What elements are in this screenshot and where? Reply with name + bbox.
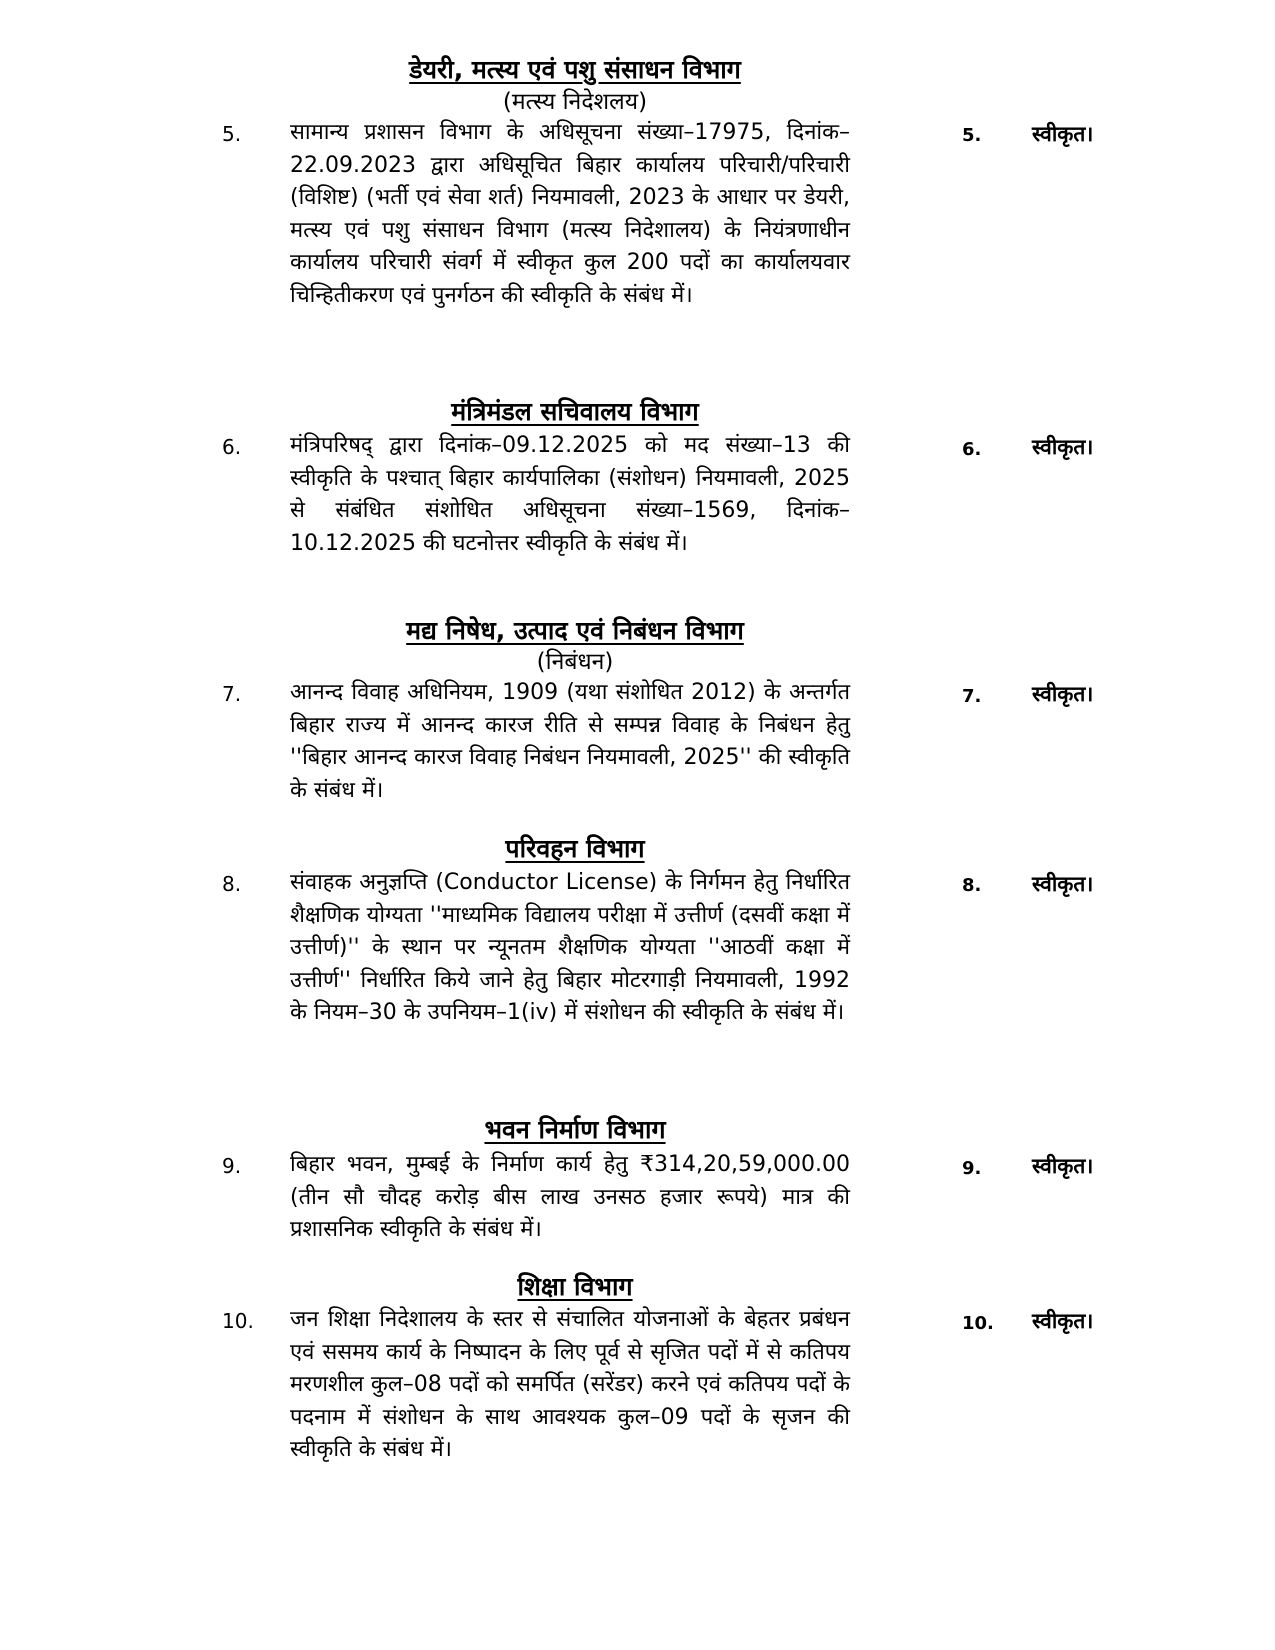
status-approved: स्वीकृत। [1032,122,1094,146]
item-text: आनन्द विवाह अधिनियम, 1909 (यथा संशोधित 2012) के अन्तर्गत बिहार राज्य में आनन्द कारज रीति से सम्पन्न विवाह के निबंधन हेतु ''बिहार आनन्द कारज विवाह निबंधन नियमावली, 2025'' की स्वीकृति के संबंध में। [290,680,850,803]
item-number: 7. [222,682,242,706]
status-approved: स्वीकृत। [1032,1154,1094,1178]
result-number: 10. [962,1313,994,1334]
item-number: 6. [222,435,242,459]
item-text: बिहार भवन, मुम्बई के निर्माण कार्य हेतु ₹314,20,59,000.00 (तीन सौ चौदह करोड़ बीस लाख उनसठ हजार रूपये) मात्र की प्रशासनिक स्वीकृति के संबंध में। [290,1152,850,1242]
sub-heading: (मत्स्य निदेशलय) [502,89,648,115]
department-heading: डेयरी, मत्स्य एवं पशु संसाधन विभाग [409,55,741,84]
result-number: 9. [962,1158,982,1179]
item-text: जन शिक्षा निदेशालय के स्तर से संचालित योजनाओं के बेहतर प्रबंधन एवं ससमय कार्य के निष्पादन के लिए पूर्व से सृजित पदों में से कतिपय मरणशील कुल–08 पदों को समर्पित (सरेंडर) करने एवं कतिपय पदों के पदनाम में संशोधन के साथ आवश्यक कुल–09 पदों के सृजन की स्वीकृति के संबंध में। [290,1307,850,1462]
item-text: संवाहक अनुज्ञप्ति (Conductor License) के निर्गमन हेतु निर्धारित शैक्षणिक योग्यता ''माध्यमिक विद्यालय परीक्षा में उत्तीर्ण (दसवीं कक्षा में उत्तीर्ण)'' के स्थान पर न्यूनतम शैक्षणिक योग्यता ''आठवीं कक्षा में उत्तीर्ण'' निर्धारित किये जाने हेतु बिहार मोटरगाड़ी नियमावली, 1992 के नियम–30 के उपनियम–1(iv) में संशोधन की स्वीकृति के संबंध में। [290,870,850,1025]
result-number: 8. [962,875,982,896]
item-text: सामान्य प्रशासन विभाग के अधिसूचना संख्या–17975, दिनांक–22.09.2023 द्वारा अधिसूचित बिहार कार्यालय परिचारी/परिचारी (विशिष्ट) (भर्ती एवं सेवा शर्त) नियमावली, 2023 के आधार पर डेयरी, मत्स्य एवं पशु संसाधन विभाग (मत्स्य निदेशालय) के नियंत्रणाधीन कार्यालय परिचारी संवर्ग में स्वीकृत कुल 200 पदों का कार्यालयवार चिन्हितीकरण एवं पुनर्गठन की स्वीकृति के संबंध में। [290,120,850,308]
status-approved: स्वीकृत। [1032,1309,1094,1333]
status-approved: स्वीकृत। [1032,682,1094,706]
status-approved: स्वीकृत। [1032,435,1094,459]
item-number: 10. [222,1309,254,1333]
department-heading: भवन निर्माण विभाग [484,1115,666,1144]
result-number: 7. [962,686,982,707]
result-number: 5. [962,125,982,146]
department-heading: परिवहन विभाग [505,834,645,863]
department-heading: शिक्षा विभाग [517,1272,633,1301]
status-approved: स्वीकृत। [1032,872,1094,896]
item-number: 8. [222,872,242,896]
department-heading: मंत्रिमंडल सचिवालय विभाग [451,397,699,426]
item-number: 5. [222,122,242,146]
item-text: मंत्रिपरिषद् द्वारा दिनांक–09.12.2025 को मद संख्या–13 की स्वीकृति के पश्चात् बिहार कार्यपालिका (संशोधन) नियमावली, 2025 से संबंधित संशोधित अधिसूचना संख्या–1569, दिनांक–10.12.2025 की घटनोत्तर स्वीकृति के संबंध में। [290,433,850,556]
department-heading: मद्य निषेध, उत्पाद एवं निबंधन विभाग [406,616,744,645]
sub-heading: (निबंधन) [536,649,614,675]
item-number: 9. [222,1154,242,1178]
result-number: 6. [962,439,982,460]
